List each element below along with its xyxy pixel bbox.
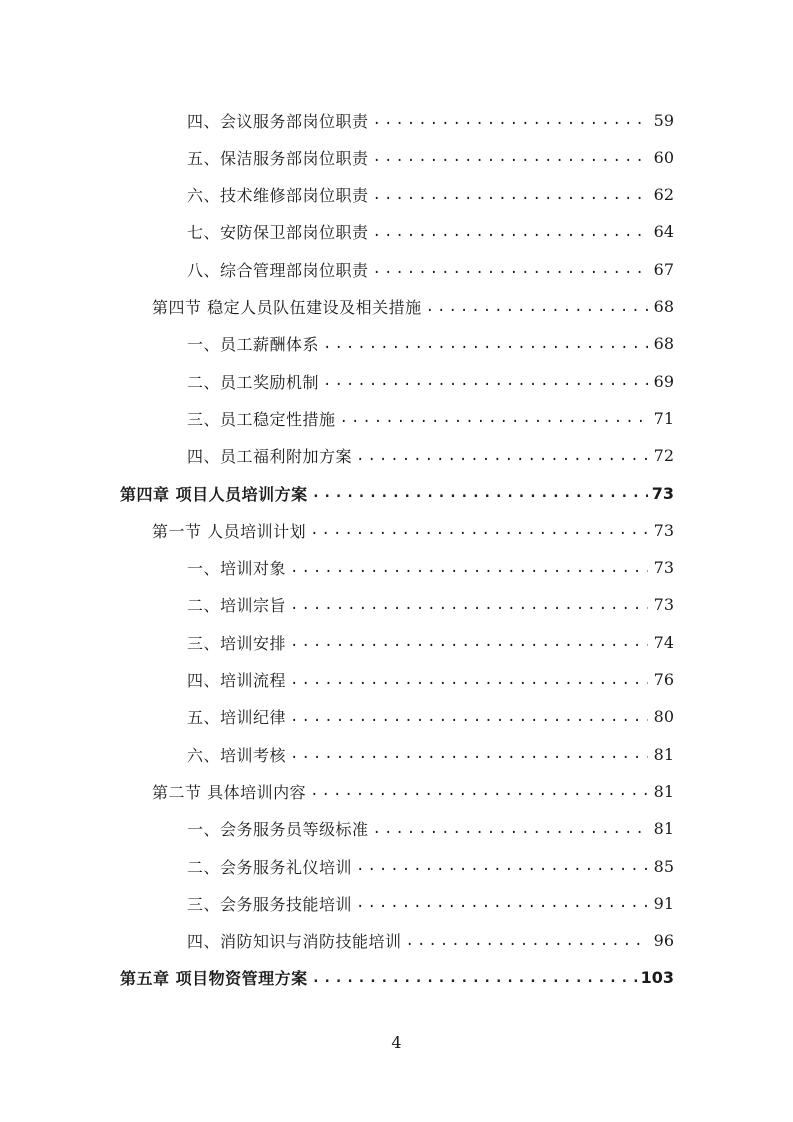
toc-entry-page-number: 68 [653, 297, 674, 316]
toc-entry-item[interactable] [187, 329, 674, 359]
toc-entry-title: 三、会务服务技能培训 [187, 894, 353, 914]
toc-entry-page-number: 64 [653, 222, 674, 242]
page-number: 4 [391, 1033, 402, 1052]
toc-entry-item[interactable] [187, 627, 674, 657]
dot-leader [406, 933, 648, 949]
toc-entry-item[interactable] [187, 403, 674, 433]
dot-leader [310, 783, 648, 799]
toc-entry-title: 六、技术维修部岗位职责 [187, 186, 369, 206]
dot-leader [290, 746, 648, 762]
toc-entry-item[interactable] [187, 590, 674, 620]
dot-leader [290, 634, 648, 650]
toc-entry-page-number: 103 [640, 968, 674, 988]
toc-entry-page-number: 59 [653, 110, 674, 130]
toc-entry-page-number: 74 [653, 632, 674, 652]
dot-leader [356, 448, 648, 464]
toc-entry-page-number: 85 [653, 856, 674, 876]
toc-entry-item[interactable] [187, 254, 674, 284]
toc-entry-title: 第四章 项目人员培训方案 [120, 484, 308, 504]
toc-entry-title: 第四节 稳定人员队伍建设及相关措施 [152, 298, 422, 317]
toc-entry-item[interactable] [187, 105, 674, 135]
toc-entry-page-number: 60 [653, 147, 674, 167]
toc-entry-title: 三、员工稳定性措施 [187, 409, 336, 429]
toc-entry-page-number: 72 [653, 446, 674, 466]
toc-entry-section[interactable] [152, 776, 674, 806]
toc-entry-title: 第二节 具体培训内容 [152, 782, 307, 802]
toc-entry-title: 一、会务服务员等级标准 [187, 820, 369, 840]
toc-entry-section[interactable] [152, 292, 674, 322]
toc-entry-page-number: 80 [653, 707, 674, 727]
toc-entry-item[interactable] [187, 926, 674, 956]
dot-leader [310, 522, 648, 538]
dot-leader [323, 336, 648, 352]
toc-entry-item[interactable] [187, 217, 674, 247]
dot-leader [290, 597, 648, 613]
toc-entry-page-number: 73 [653, 520, 674, 540]
toc-entry-title: 二、员工奖励机制 [187, 372, 320, 392]
toc-entry-title: 二、会务服务礼仪培训 [187, 857, 353, 877]
toc-entry-title: 二、培训宗旨 [187, 596, 287, 616]
toc-entry-title: 四、会议服务部岗位职责 [187, 111, 369, 131]
dot-leader [373, 261, 648, 277]
toc-entry-item[interactable] [187, 366, 674, 396]
toc-entry-page-number: 73 [653, 595, 674, 615]
toc-entry-title: 第五章 项目物资管理方案 [120, 969, 308, 989]
dot-leader [373, 821, 648, 837]
toc-entry-title: 四、培训流程 [187, 671, 287, 690]
toc-entry-page-number: 71 [653, 408, 674, 428]
toc-entry-page-number: 68 [653, 334, 674, 354]
toc-entry-page-number: 76 [653, 670, 674, 689]
toc-entry-item[interactable] [187, 665, 674, 695]
toc-entry-title: 三、培训安排 [187, 633, 287, 653]
toc-entry-item[interactable] [187, 739, 674, 769]
toc-entry-title: 七、安防保卫部岗位职责 [187, 223, 369, 243]
toc-entry-title: 四、消防知识与消防技能培训 [187, 932, 402, 952]
toc-entry-page-number: 81 [653, 744, 674, 764]
toc-entry-item[interactable] [187, 702, 674, 732]
dot-leader [426, 299, 648, 315]
dot-leader [373, 112, 648, 128]
dot-leader [312, 485, 648, 501]
toc-entry-chapter[interactable] [120, 963, 674, 993]
dot-leader [356, 895, 648, 911]
toc-entry-item[interactable] [187, 814, 674, 844]
toc-entry-page-number: 81 [653, 781, 674, 801]
dot-leader [323, 373, 648, 389]
toc-entry-item[interactable] [187, 553, 674, 583]
toc-entry-page-number: 81 [653, 819, 674, 839]
dot-leader [290, 560, 648, 576]
toc-entry-item[interactable] [187, 888, 674, 918]
toc-entry-item[interactable] [187, 441, 674, 471]
toc-entry-title: 一、员工薪酬体系 [187, 335, 320, 355]
toc-entry-page-number: 91 [653, 893, 674, 913]
dot-leader [373, 224, 648, 240]
toc-entry-section[interactable] [152, 515, 674, 545]
dot-leader [340, 410, 648, 426]
toc-entry-title: 五、培训纪律 [187, 708, 287, 728]
toc-entry-page-number: 73 [653, 558, 674, 578]
dot-leader [290, 672, 648, 688]
toc-entry-page-number: 96 [653, 931, 674, 951]
dot-leader [356, 858, 648, 874]
dot-leader [312, 970, 637, 986]
toc-entry-title: 五、保洁服务部岗位职责 [187, 148, 369, 168]
toc-entry-title: 六、培训考核 [187, 745, 287, 765]
toc-entry-page-number: 67 [653, 259, 674, 279]
toc-entry-title: 四、员工福利附加方案 [187, 447, 353, 467]
toc-entry-chapter[interactable] [120, 478, 674, 508]
toc-entry-page-number: 62 [653, 185, 674, 205]
toc-entry-title: 一、培训对象 [187, 559, 287, 579]
toc-entry-title: 八、综合管理部岗位职责 [187, 260, 369, 280]
toc-entry-title: 第一节 人员培训计划 [152, 521, 307, 541]
toc-entry-item[interactable] [187, 851, 674, 881]
toc-entry-page-number: 73 [651, 483, 674, 503]
dot-leader [290, 709, 648, 725]
dot-leader [373, 149, 648, 165]
toc-entry-item[interactable] [187, 142, 674, 172]
toc-entry-item[interactable] [187, 180, 674, 210]
dot-leader [373, 187, 648, 203]
toc-entry-page-number: 69 [653, 371, 674, 391]
